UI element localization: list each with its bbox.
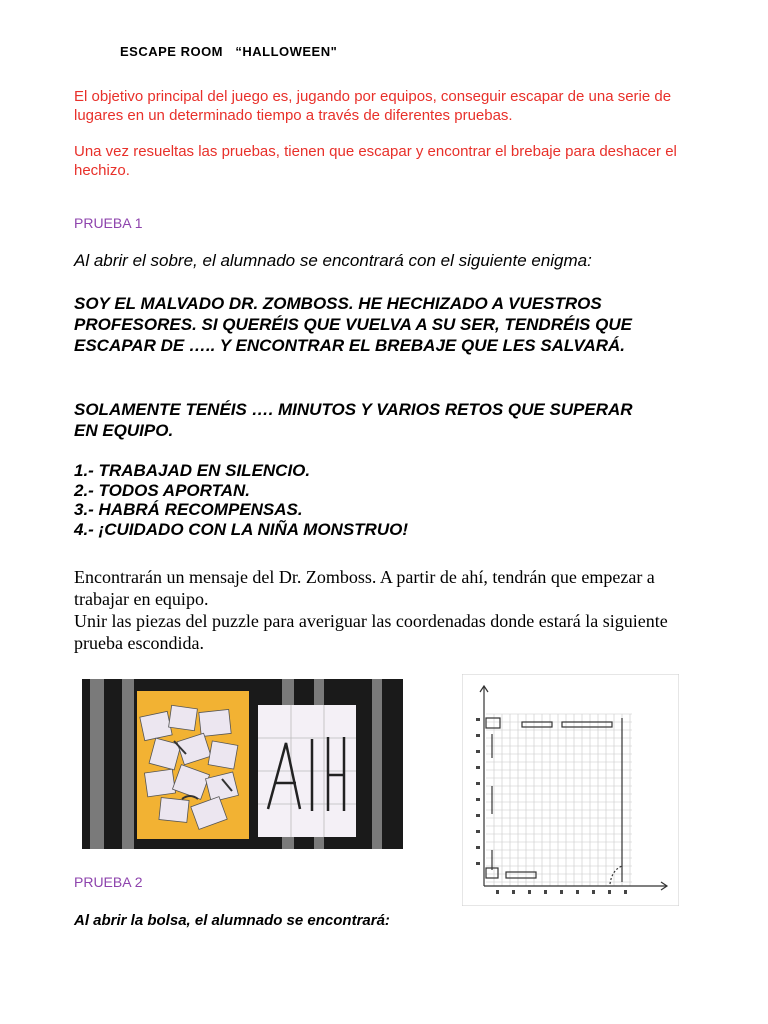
prueba-1-heading: PRUEBA 1 (74, 215, 143, 231)
rules-list (74, 460, 694, 538)
grid-map-image (462, 674, 679, 906)
prueba-2-lead: Al abrir la bolsa, el alumnado se encontrará: (74, 912, 390, 929)
grid-map (462, 674, 679, 906)
instruction-paragraph: Unir las piezas del puzzle para averiguar las coordenadas donde estará la siguiente prueba escondida. (74, 611, 668, 653)
message-paragraph: Encontrarán un mensaje del Dr. Zomboss. A partir de ahí, tendrán que empezar a trabajar en equipo. (74, 567, 655, 609)
intro-paragraph-1: El objetivo principal del juego es, jugando por equipos, conseguir escapar de una serie de lugares en un determinado tiempo a través de diferentes pruebas. (74, 88, 672, 124)
puzzle-photo (82, 679, 403, 849)
rule-item: 1.- TRABAJAD EN SILENCIO. (74, 461, 311, 480)
minutes-text: SOLAMENTE TENÉIS …. MINUTOS Y VARIOS RETOS QUE SUPERAR EN EQUIPO. (74, 400, 633, 440)
enigma-text: SOY EL MALVADO DR. ZOMBOSS. HE HECHIZADO A VUESTROS PROFESORES. SI QUERÉIS QUE VUELVA A SU SER, TENDRÉIS QUE ESCAPAR DE ….. Y ENCONTRAR EL BREBAJE QUE LES SALVARÁ. (74, 294, 632, 355)
intro-paragraph-2: Una vez resueltas las pruebas, tienen que escapar y encontrar el brebaje para deshacer el hechizo. (74, 143, 677, 179)
puzzle-photo-image (82, 679, 403, 849)
rule-item: 4.- ¡CUIDADO CON LA NIÑA MONSTRUO! (74, 519, 408, 539)
prueba-2-heading: PRUEBA 2 (74, 874, 143, 890)
rule-item: 2.- TODOS APORTAN. (74, 480, 251, 500)
rule-item: 3.- HABRÁ RECOMPENSAS. (74, 500, 303, 520)
prueba-1-lead: Al abrir el sobre, el alumnado se encontrará con el siguiente enigma: (74, 251, 592, 270)
page-title: ESCAPE ROOM “HALLOWEEN" (120, 44, 338, 59)
